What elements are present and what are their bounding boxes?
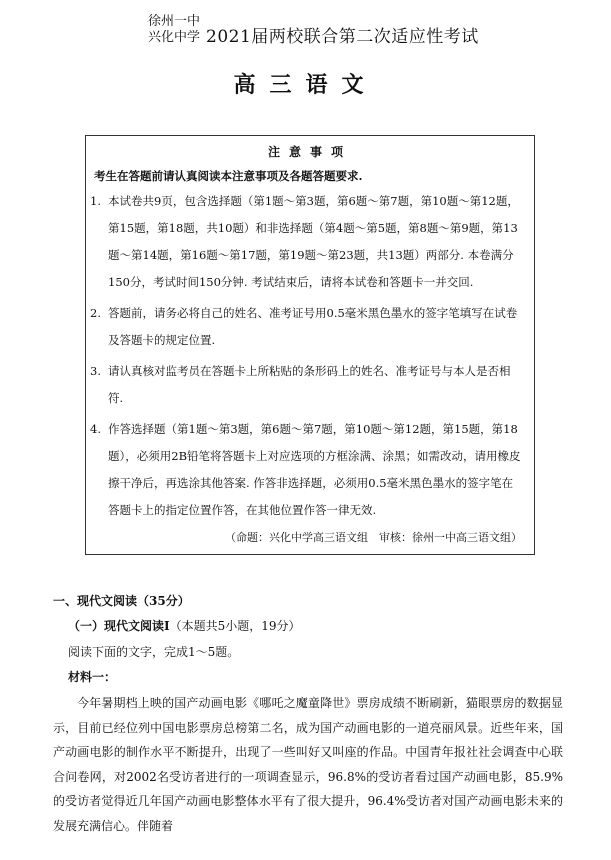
notice-item bbox=[90, 188, 524, 296]
notice-intro: 考生在答题前请认真阅读本注意事项及各题答题要求. bbox=[94, 169, 363, 183]
header-schools bbox=[148, 14, 200, 46]
subsection-title bbox=[68, 617, 301, 634]
exam-title: 2021届两校联合第二次适应性考试 bbox=[206, 27, 479, 47]
notice-item-text: 请认真核对监考员在答题卡上所粘贴的条形码上的姓名、准考证号与本人是否相符. bbox=[108, 364, 511, 405]
school-name-2: 兴化中学 bbox=[148, 30, 201, 45]
material-label: 材料一： bbox=[68, 670, 117, 684]
notice-item-number: 2. bbox=[90, 306, 101, 320]
subsection-label: （一）现代文阅读Ⅰ bbox=[68, 619, 170, 633]
notice-item-number: 1. bbox=[90, 194, 101, 208]
reading-instruction: 阅读下面的文字，完成1～5题。 bbox=[68, 645, 240, 659]
notice-item bbox=[90, 358, 524, 412]
notice-box bbox=[85, 135, 535, 555]
notice-item bbox=[90, 300, 524, 354]
notice-item bbox=[90, 416, 524, 524]
material-paragraph: 今年暑期档上映的国产动画电影《哪吒之魔童降世》票房成绩不断刷新，猫眼票房的数据显示，目前已经位列中国电影票房总榜第二名，成为国产动画电影的一道亮丽风景。近些年来，国产动画电影的制作水平不断提升，出现了一些叫好又叫座的作品。中国青年报社社会调查中心联合问卷网，对2002名受访者进行的一项调查显示，96.8%的受访者看过国产动画电影，85.9%的受访者觉得近几年国产动画电影整体水平有了很大提升，96.4%受访者对国产动画电影未来的发展充满信心。伴随着 bbox=[53, 696, 563, 833]
section-title: 一、现代文阅读（35分） bbox=[53, 594, 190, 608]
notice-items bbox=[86, 188, 534, 524]
school-name-1: 徐州一中 bbox=[148, 14, 201, 29]
notice-credit: （命题：兴化中学高三语文组 审核：徐州一中高三语文组） bbox=[225, 531, 522, 544]
notice-item-text: 答题前，请务必将自己的姓名、准考证号用0.5毫米黑色墨水的签字笔填写在试卷及答题卡的规定位置. bbox=[108, 306, 518, 347]
notice-title: 注意事项 bbox=[267, 145, 352, 159]
notice-item-text: 本试卷共9页，包含选择题（第1题～第3题，第6题～第7题，第10题～第12题，第15题，第18题，共10题）和非选择题（第4题～第5题，第8题～第9题，第13题～第14题，第16题～第17题，第19题～第23题，共13题）两部分. 本卷满分150分，考试时间150分钟. 考试结束后，请将本试卷和答题卡一并交回. bbox=[108, 194, 519, 289]
notice-item-number: 4. bbox=[90, 422, 101, 436]
subsection-detail: （本题共5小题，19分） bbox=[169, 619, 301, 633]
notice-item-text: 作答选择题（第1题～第3题，第6题～第7题，第10题～第12题，第15题，第18题），必须用2B铅笔将答题卡上对应选项的方框涂满、涂黑；如需改动，请用橡皮擦干净后，再选涂其他答案. 作答非选择题，必须用0.5毫米黑色墨水的签字笔在答题卡上的指定位置作答，在其他位置作答一律无效. bbox=[108, 422, 521, 517]
notice-item-number: 3. bbox=[90, 364, 101, 378]
subject-title: 高三语文 bbox=[233, 72, 378, 98]
